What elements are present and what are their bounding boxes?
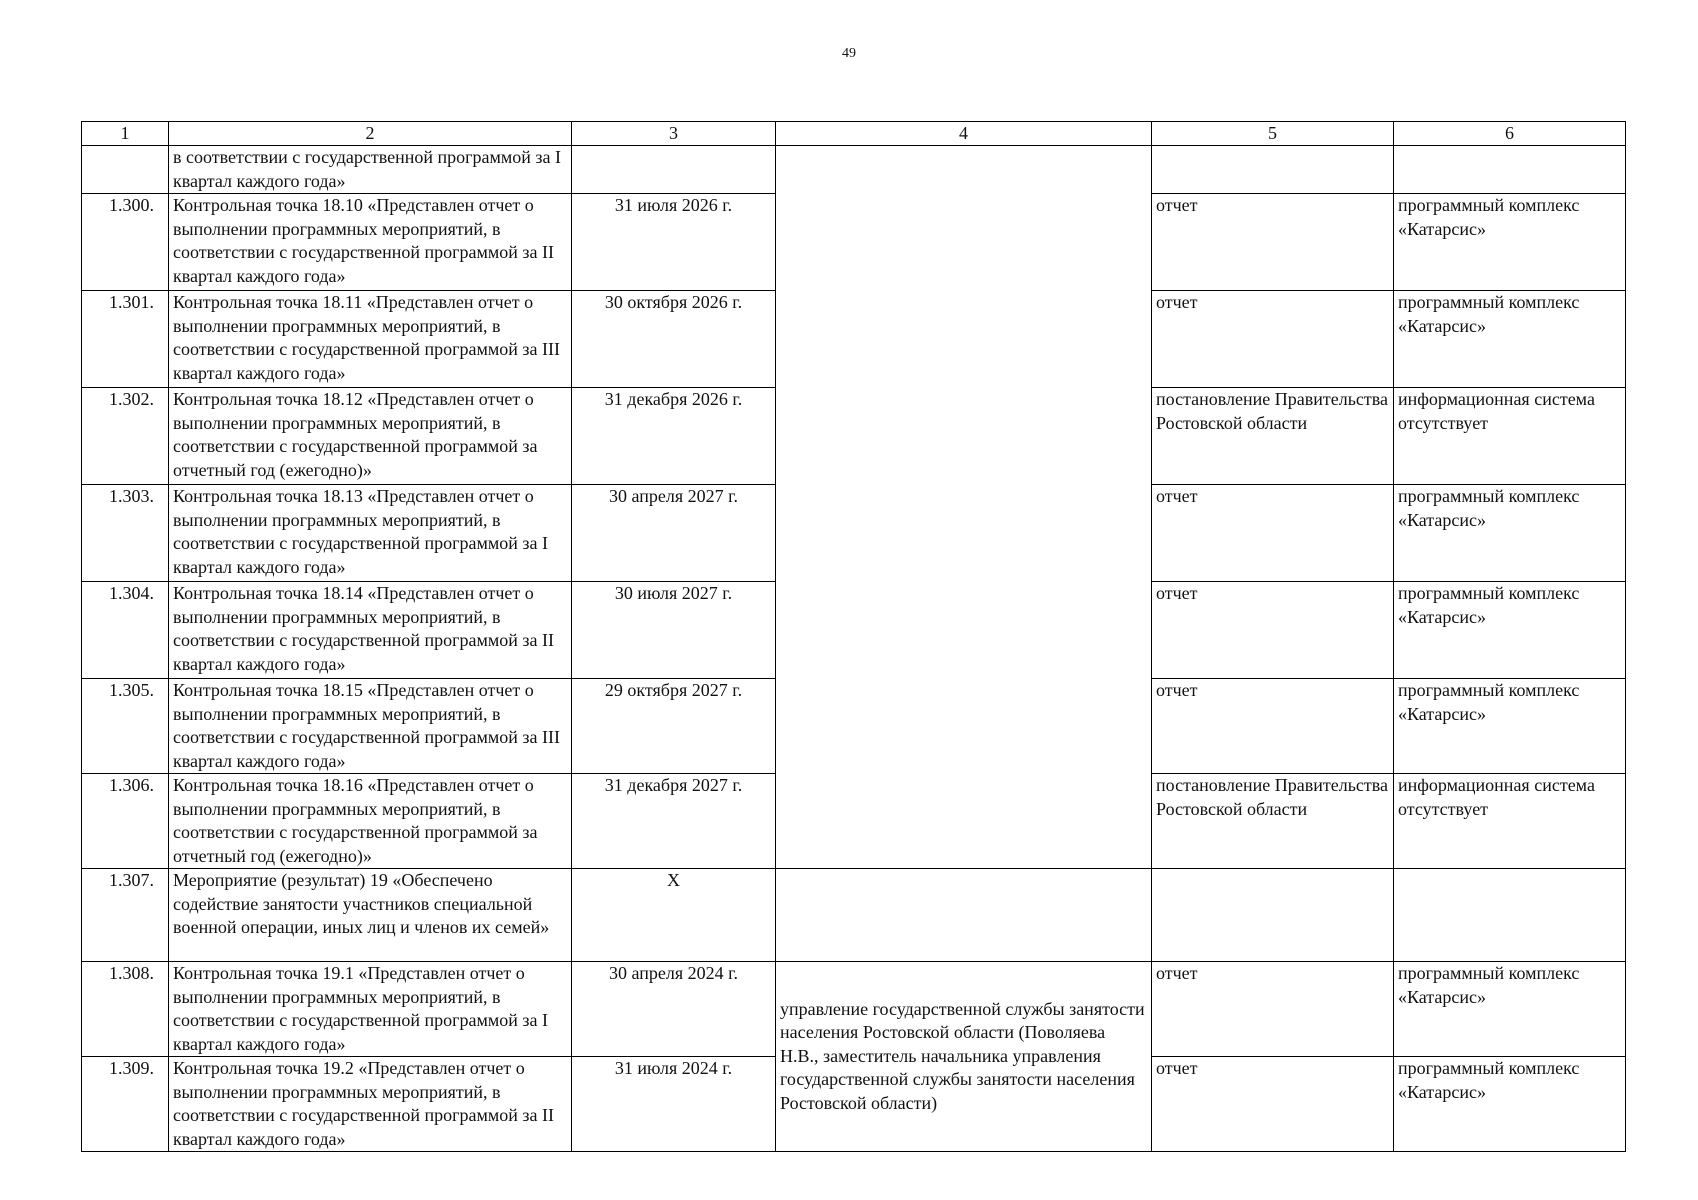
num-cell: 1.303.	[82, 485, 169, 582]
num-cell	[82, 146, 169, 194]
desc-cell: Контрольная точка 18.16 «Представлен отчет о выполнении программных мероприятий, в соответствии с государственной программой за отчетный год (ежегодно)»	[169, 774, 572, 869]
header-cell: 1	[82, 122, 169, 146]
system-cell	[1394, 869, 1626, 962]
doc-cell: отчет	[1152, 1057, 1394, 1152]
date-cell: 31 декабря 2026 г.	[572, 388, 776, 485]
num-cell: 1.305.	[82, 679, 169, 774]
date-cell: 31 декабря 2027 г.	[572, 774, 776, 869]
date-cell: 30 апреля 2024 г.	[572, 962, 776, 1057]
date-cell: X	[572, 869, 776, 962]
date-cell	[572, 146, 776, 194]
doc-cell	[1152, 869, 1394, 962]
num-cell: 1.300.	[82, 194, 169, 291]
doc-cell: отчет	[1152, 291, 1394, 388]
desc-cell: Контрольная точка 18.13 «Представлен отчет о выполнении программных мероприятий, в соответствии с государственной программой за I квартал каждого года»	[169, 485, 572, 582]
table-row	[82, 146, 1626, 194]
num-cell: 1.308.	[82, 962, 169, 1057]
doc-cell: отчет	[1152, 679, 1394, 774]
table-row	[82, 962, 1626, 1057]
system-cell: программный комплекс «Катарсис»	[1394, 485, 1626, 582]
desc-cell: Контрольная точка 18.10 «Представлен отчет о выполнении программных мероприятий, в соответствии с государственной программой за II квартал каждого года»	[169, 194, 572, 291]
desc-cell: Контрольная точка 18.14 «Представлен отчет о выполнении программных мероприятий, в соответствии с государственной программой за II квартал каждого года»	[169, 582, 572, 679]
header-cell: 3	[572, 122, 776, 146]
control-points-table	[81, 121, 1626, 1152]
system-cell: программный комплекс «Катарсис»	[1394, 194, 1626, 291]
system-cell: информационная система отсутствует	[1394, 774, 1626, 869]
header-cell: 5	[1152, 122, 1394, 146]
num-cell: 1.309.	[82, 1057, 169, 1152]
doc-cell: отчет	[1152, 194, 1394, 291]
desc-cell: Контрольная точка 19.2 «Представлен отчет о выполнении программных мероприятий, в соответствии с государственной программой за II квартал каждого года»	[169, 1057, 572, 1152]
responsible-cell	[776, 146, 1152, 869]
doc-cell: постановление Правительства Ростовской области	[1152, 388, 1394, 485]
desc-cell: Мероприятие (результат) 19 «Обеспечено содействие занятости участников специальной военной операции, иных лиц и членов их семей»	[169, 869, 572, 962]
header-cell: 6	[1394, 122, 1626, 146]
doc-cell: постановление Правительства Ростовской области	[1152, 774, 1394, 869]
date-cell: 30 апреля 2027 г.	[572, 485, 776, 582]
date-cell: 30 октября 2026 г.	[572, 291, 776, 388]
responsible-cell: управление государственной службы занятости населения Ростовской области (Поволяева Н.В., заместитель начальника управления государственной службы занятости населения Ростовской области)	[776, 962, 1152, 1152]
desc-cell: Контрольная точка 18.15 «Представлен отчет о выполнении программных мероприятий, в соответствии с государственной программой за III квартал каждого года»	[169, 679, 572, 774]
date-cell: 31 июля 2026 г.	[572, 194, 776, 291]
num-cell: 1.302.	[82, 388, 169, 485]
desc-cell: Контрольная точка 18.11 «Представлен отчет о выполнении программных мероприятий, в соответствии с государственной программой за III квартал каждого года»	[169, 291, 572, 388]
system-cell	[1394, 146, 1626, 194]
header-row	[82, 122, 1626, 146]
system-cell: программный комплекс «Катарсис»	[1394, 291, 1626, 388]
date-cell: 29 октября 2027 г.	[572, 679, 776, 774]
doc-cell: отчет	[1152, 962, 1394, 1057]
desc-cell: в соответствии с государственной программой за I квартал каждого года»	[169, 146, 572, 194]
num-cell: 1.307.	[82, 869, 169, 962]
date-cell: 31 июля 2024 г.	[572, 1057, 776, 1152]
table-row	[82, 869, 1626, 962]
doc-cell	[1152, 146, 1394, 194]
system-cell: программный комплекс «Катарсис»	[1394, 962, 1626, 1057]
num-cell: 1.306.	[82, 774, 169, 869]
desc-cell: Контрольная точка 19.1 «Представлен отчет о выполнении программных мероприятий, в соответствии с государственной программой за I квартал каждого года»	[169, 962, 572, 1057]
system-cell: программный комплекс «Катарсис»	[1394, 582, 1626, 679]
num-cell: 1.304.	[82, 582, 169, 679]
num-cell: 1.301.	[82, 291, 169, 388]
doc-cell: отчет	[1152, 485, 1394, 582]
doc-cell: отчет	[1152, 582, 1394, 679]
responsible-cell	[776, 869, 1152, 962]
header-cell: 2	[169, 122, 572, 146]
page-number: 49	[842, 46, 856, 61]
system-cell: информационная система отсутствует	[1394, 388, 1626, 485]
header-cell: 4	[776, 122, 1152, 146]
desc-cell: Контрольная точка 18.12 «Представлен отчет о выполнении программных мероприятий, в соответствии с государственной программой за отчетный год (ежегодно)»	[169, 388, 572, 485]
system-cell: программный комплекс «Катарсис»	[1394, 1057, 1626, 1152]
system-cell: программный комплекс «Катарсис»	[1394, 679, 1626, 774]
date-cell: 30 июля 2027 г.	[572, 582, 776, 679]
